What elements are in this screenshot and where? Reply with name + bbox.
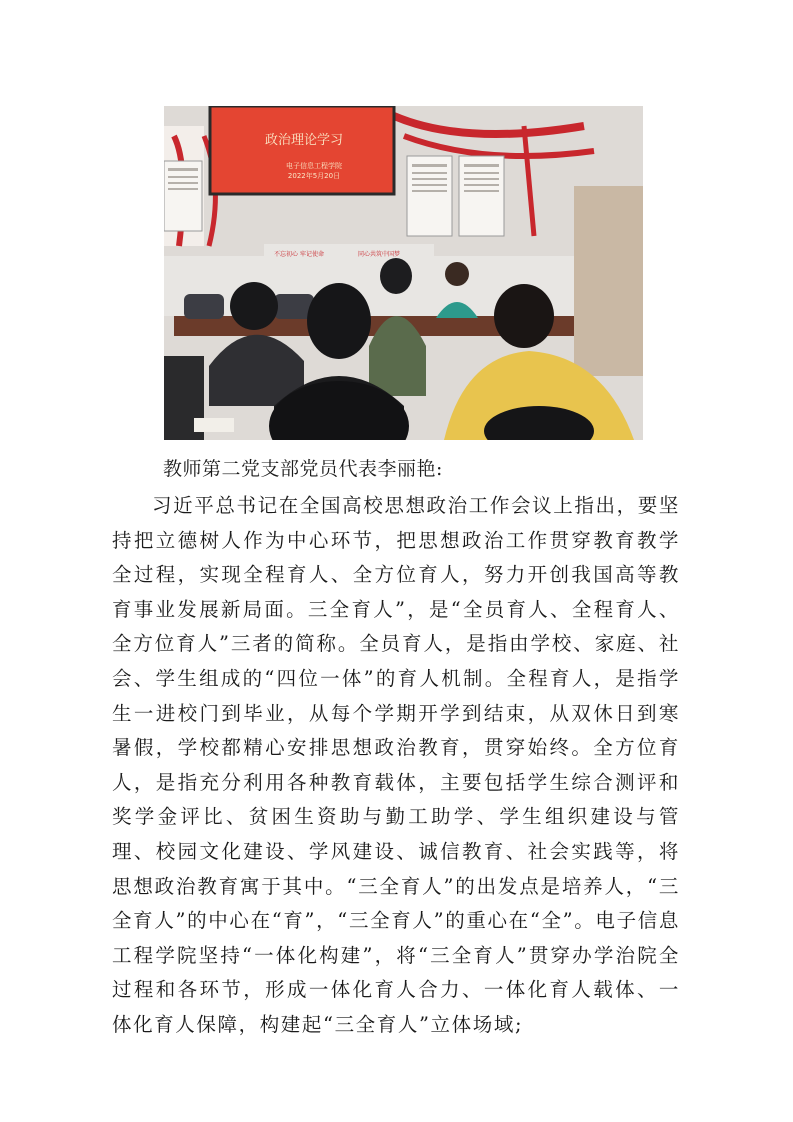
body-paragraph: 习近平总书记在全国高校思想政治工作会议上指出，要坚持把立德树人作为中心环节，把思想政治工作贯穿教育教学全过程，实现全程育人、全方位育人，努力开创我国高等教育事业发展新局面。三全育人”，是“全员育人、全程育人、全方位育人”三者的简称。全员育人，是指由学校、家庭、社会、学生组成的“四位一体”的育人机制。全程育人，是指学生一进校门到毕业，从每个学期开学到结束，从双休日到寒暑假，学校都精心安排思想政治教育，贯穿始终。全方位育人，是指充分利用各种教育载体，主要包括学生综合测评和奖学金评比、贫困生资助与勤工助学、学生组织建设与管理、校园文化建设、学风建设、诚信教育、社会实践等，将思想政治教育寓于其中。“三全育人”的出发点是培养人，“三全育人”的中心在“育”，“三全育人”的重心在“全”。电子信息工程学院坚持“一体化构建”，将“三全育人”贯穿办学治院全过程和各环节，形成一体化育人合力、一体化育人载体、一体化育人保障，构建起“三全育人”立体场域; — [112, 494, 680, 1036]
slogan-left: 不忘初心 牢记使命 — [274, 251, 324, 258]
screen-title: 政治理论学习 — [264, 133, 344, 148]
meeting-photo-illustration — [164, 106, 643, 440]
student-head — [380, 258, 412, 294]
screen-date: 2022年5月20日 — [287, 172, 341, 180]
projection-screen — [210, 106, 394, 194]
student-head — [307, 283, 371, 359]
meeting-photo — [164, 106, 643, 440]
screen-subtitle: 电子信息工程学院 — [286, 162, 342, 170]
wall-poster — [459, 156, 504, 236]
teacher-head — [445, 262, 469, 286]
caption: 教师第二党支部党员代表李丽艳: — [163, 458, 443, 480]
notebook — [194, 418, 234, 432]
student-head — [230, 282, 278, 330]
chair — [184, 294, 224, 319]
slogan-right: 同心共筑中国梦 — [357, 251, 401, 258]
student-head — [494, 284, 554, 348]
door — [574, 186, 643, 376]
wall-poster — [407, 156, 452, 236]
wall-poster — [164, 161, 202, 231]
